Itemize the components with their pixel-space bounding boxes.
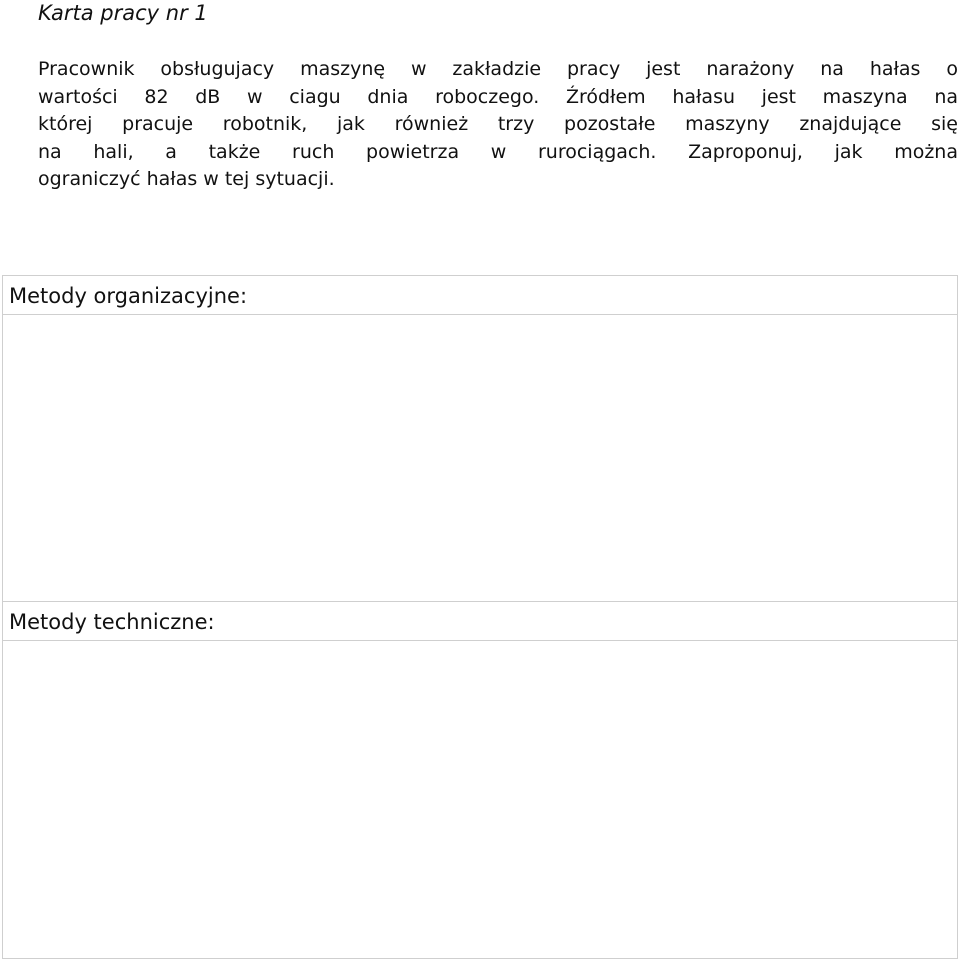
task-line: której pracuje robotnik, jak również trzy pozostałe maszyny znajdujące się <box>38 113 958 135</box>
organizational-methods-label: Metody organizacyjne: <box>3 276 957 315</box>
task-line: na hali, a także ruch powietrza w rurociągach. Zaproponuj, jak można <box>38 140 958 163</box>
task-line: Pracownik obsługujacy maszynę w zakładzie pracy jest narażony na hałas o <box>38 58 958 80</box>
task-line: ograniczyć hałas w tej sytuacji. <box>38 168 335 190</box>
technical-methods-section <box>2 601 958 959</box>
task-description <box>38 56 958 194</box>
task-line: wartości 82 dB w ciagu dnia roboczego. Źródłem hałasu jest maszyna na <box>38 85 958 108</box>
organizational-methods-answer-area[interactable] <box>3 315 957 601</box>
technical-methods-answer-area[interactable] <box>3 641 957 958</box>
organizational-methods-section <box>2 275 958 601</box>
technical-methods-label: Metody techniczne: <box>3 602 957 641</box>
page-title: Karta pracy nr 1 <box>38 1 208 25</box>
